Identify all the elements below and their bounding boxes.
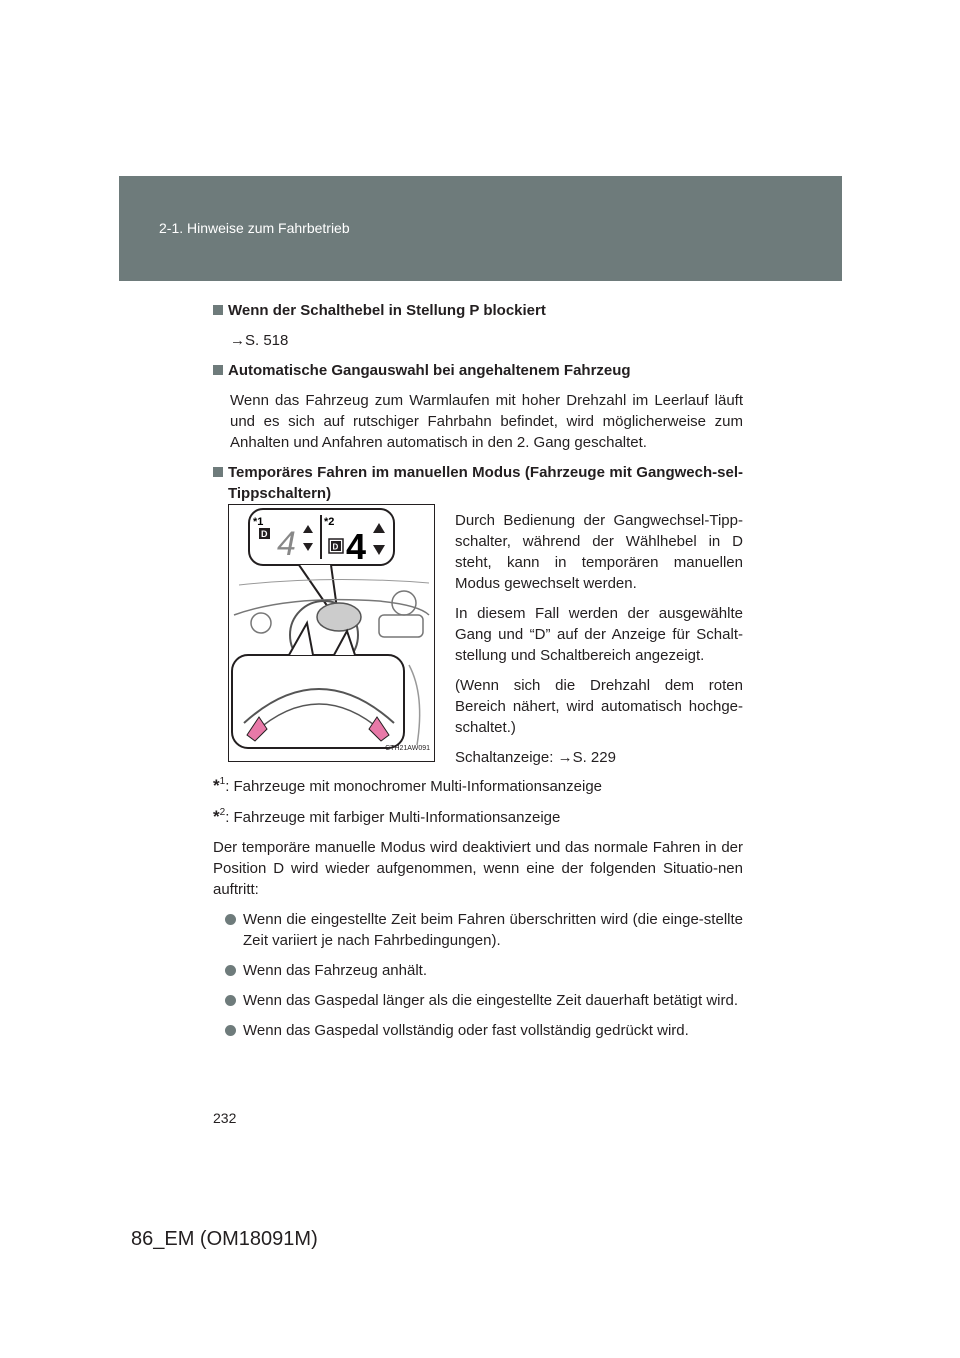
arrow-icon: → bbox=[230, 332, 245, 349]
page-number: 232 bbox=[213, 1110, 237, 1126]
figure-block bbox=[213, 504, 743, 804]
deactivation-intro: Der temporäre manuelle Modus wird deaktiviert und das normale Fahren in der Position D wird wieder aufgenommen, wenn eine der folgenden Situatio-nen auftritt: bbox=[213, 839, 743, 898]
d-indicator-1: D bbox=[261, 529, 268, 539]
star1-label: *1 bbox=[253, 516, 264, 528]
text-auto-gear: Wenn das Fahrzeug zum Warmlaufen mit hoher Drehzahl im Leerlauf läuft und es sich auf rutschiger Fahrbahn befindet, wird möglicherweise zum Anhalten und Anfahren automatisch in den 2. Gang geschaltet. bbox=[230, 392, 743, 451]
gear-display-2: 4 bbox=[346, 526, 367, 567]
side-text bbox=[455, 510, 743, 768]
list-item: Wenn die eingestellte Zeit beim Fahren überschritten wird (die einge-stellte Zeit variiert je nach Fahrbedingungen). bbox=[213, 909, 743, 951]
list-item: Wenn das Gaspedal länger als die eingestellte Zeit dauerhaft betätigt wird. bbox=[213, 990, 743, 1011]
round-bullet-icon bbox=[225, 1025, 236, 1036]
d-indicator-2: D bbox=[332, 542, 339, 552]
heading-manual-mode: Temporäres Fahren im manuellen Modus (Fahrzeuge mit Gangwech-sel-Tippschaltern) bbox=[213, 462, 743, 504]
round-bullet-icon bbox=[225, 965, 236, 976]
side-paragraph: In diesem Fall werden der ausgewählte Gang und “D” auf der Anzeige für Schalt-stellung und Schaltbereich angezeigt. bbox=[455, 605, 743, 664]
gear-display-1: 4 bbox=[277, 525, 296, 563]
arrow-icon: → bbox=[557, 749, 573, 766]
page-body bbox=[213, 300, 743, 1041]
list-item: Wenn das Fahrzeug anhält. bbox=[213, 960, 743, 981]
footnote-1: *$^1$: Fahrzeuge mit monochromer Multi-Informationsanzeige bbox=[213, 776, 603, 795]
figure-code: CTH21AW091 bbox=[385, 745, 430, 752]
footer-doc-code: 86_EM (OM18091M) bbox=[131, 1228, 318, 1250]
dashboard-illustration bbox=[229, 505, 434, 761]
star2-label: *2 bbox=[324, 516, 335, 528]
square-bullet-icon bbox=[213, 467, 223, 477]
square-bullet-icon bbox=[213, 305, 223, 315]
heading-auto-gear: Automatische Gangauswahl bei angehaltenem Fahrzeug bbox=[213, 360, 743, 381]
round-bullet-icon bbox=[225, 995, 236, 1006]
page-ref-link[interactable]: S. 229 bbox=[572, 749, 616, 766]
header-band bbox=[119, 176, 842, 281]
side-paragraph: Durch Bedienung der Gangwechsel-Tipp-schalter, während der Wählhebel in D steht, kann in temporären manuellen Modus gewechselt werden. bbox=[455, 512, 743, 592]
heading-p-blocked: Wenn der Schalthebel in Stellung P blockiert bbox=[213, 300, 743, 321]
page-ref-link[interactable]: S. 518 bbox=[245, 332, 289, 349]
square-bullet-icon bbox=[213, 365, 223, 375]
round-bullet-icon bbox=[225, 914, 236, 925]
illustration-paddle-shifter bbox=[228, 504, 435, 762]
schaltanzeige-ref: Schaltanzeige: →S. 229 bbox=[455, 749, 616, 766]
side-paragraph: (Wenn sich die Drehzahl dem roten Bereich nähert, wird automatisch hochge-schaltet.) bbox=[455, 677, 743, 736]
list-item: Wenn das Gaspedal vollständig oder fast vollständig gedrückt wird. bbox=[213, 1020, 743, 1041]
footnote-2: *$^2$: Fahrzeuge mit farbiger Multi-Informationsanzeige bbox=[213, 807, 561, 826]
ref-p-blocked bbox=[213, 330, 743, 351]
section-title: 2-1. Hinweise zum Fahrbetrieb bbox=[159, 220, 350, 236]
